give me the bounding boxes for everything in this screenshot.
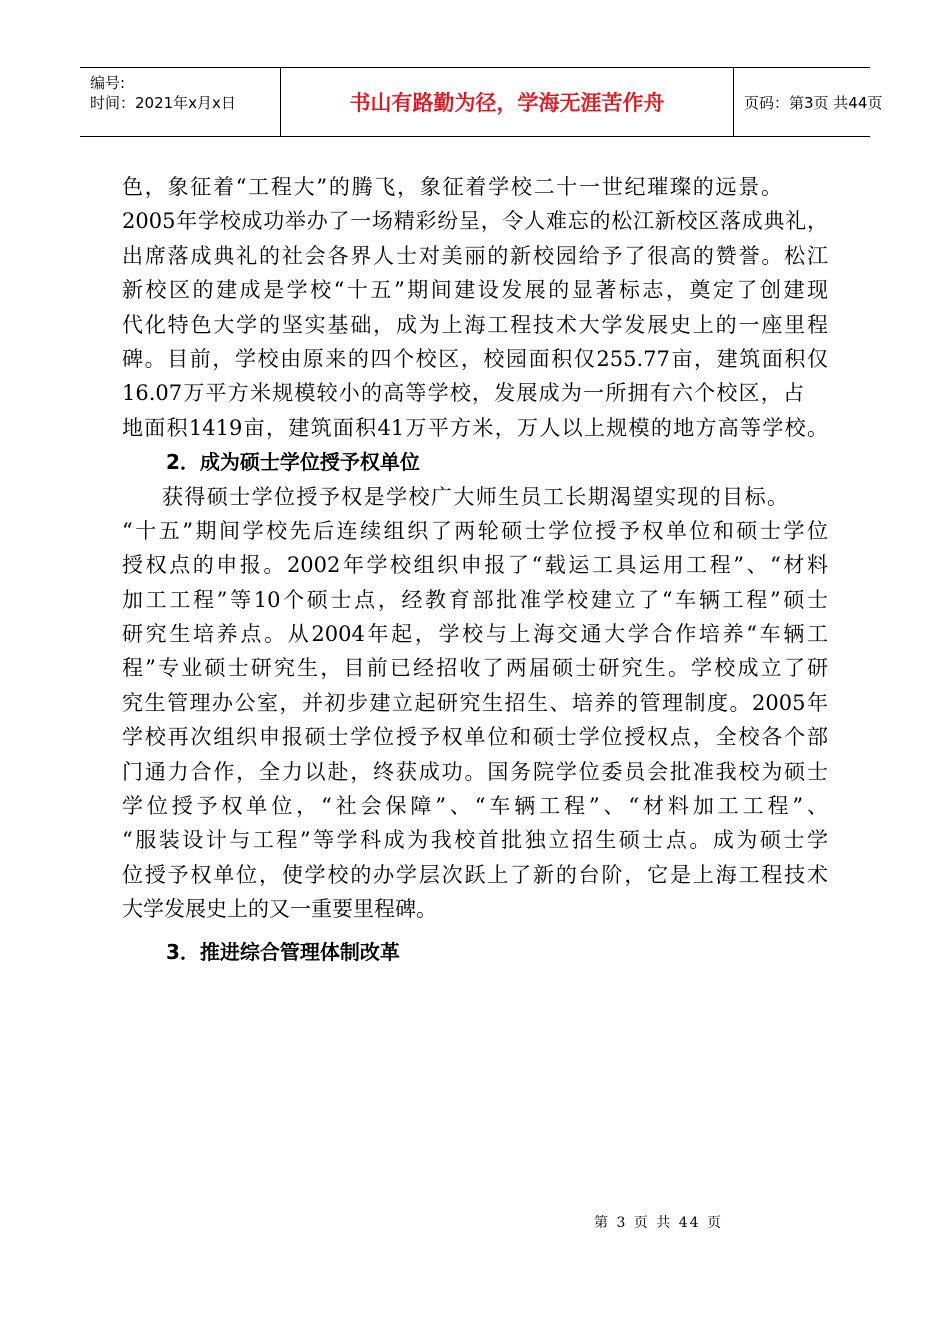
body-line: 获得硕士学位授予权是学校广大师生员工长期渴望实现的目标。 [162,484,788,509]
footer-page-number: 第 3 页 共 44 页 [594,1215,723,1231]
header-motto: 书山有路勤为径，学海无涯苦作舟 [349,91,665,115]
header-page-info: 页码：第3页 共44页 [744,93,883,112]
body-line: 学校再次组织申报硕士学位授予权单位和硕士学位授权点，全校各个部 [122,725,828,750]
body-line: 新校区的建成是学校“十五”期间建设发展的显著标志，奠定了创建现 [122,278,828,303]
body-line: 地面积1419亩，建筑面积41万平方米，万人以上规模的地方高等学校。 [122,415,828,440]
body-line: 代化特色大学的坚实基础，成为上海工程技术大学发展史上的一座里程 [122,312,828,337]
header-meta-cell [80,68,281,136]
body-line: 授权点的申报。2002年学校组织申报了“载运工具运用工程”、“材料 [122,553,828,578]
section-heading-3: 3．推进综合管理体制改革 [166,939,400,964]
document-date-label: 时间：2021年x月x日 [90,94,236,112]
body-line: 程”专业硕士研究生，目前已经招收了两届硕士研究生。学校成立了研 [122,656,828,681]
body-line: 2005年学校成功举办了一场精彩纷呈，令人难忘的松江新校区落成典礼， [122,209,828,234]
body-line: 究生管理办公室，并初步建立起研究生招生、培养的管理制度。2005年 [122,690,828,715]
body-line: 学位授予权单位，“社会保障”、“车辆工程”、“材料加工工程”、 [122,794,828,819]
document-number-label: 编号: [90,74,126,92]
body-line: 大学发展史上的又一重要里程碑。 [122,897,437,922]
body-line: 门通力合作，全力以赴，终获成功。国务院学位委员会批准我校为硕士 [122,759,828,784]
body-line: “十五”期间学校先后连续组织了两轮硕士学位授予权单位和硕士学位 [122,518,828,543]
header-page-cell [734,68,883,136]
body-line: 碑。目前，学校由原来的四个校区，校园面积仅255.77亩，建筑面积仅 [122,346,828,371]
body-line: 出席落成典礼的社会各界人士对美丽的新校园给予了很高的赞誉。松江 [122,243,828,268]
body-line: 加工工程”等10个硕士点，经教育部批准学校建立了“车辆工程”硕士 [122,587,828,612]
body-line: 位授予权单位，使学校的办学层次跃上了新的台阶，它是上海工程技术 [122,862,828,887]
document-body [122,170,828,969]
page-header [80,67,883,137]
body-line: 研究生培养点。从2004年起，学校与上海交通大学合作培养“车辆工 [122,622,828,647]
section-heading-2: 2．成为硕士学位授予权单位 [166,450,420,475]
body-line: 色，象征着“工程大”的腾飞，象征着学校二十一世纪璀璨的远景。 [122,175,782,199]
body-line: “服装设计与工程”等学科成为我校首批独立招生硕士点。成为硕士学 [122,828,828,853]
header-motto-cell [281,68,734,136]
page-footer [594,1212,950,1232]
body-line: 16.07万平方米规模较小的高等学校，发展成为一所拥有六个校区，占 [122,381,804,406]
